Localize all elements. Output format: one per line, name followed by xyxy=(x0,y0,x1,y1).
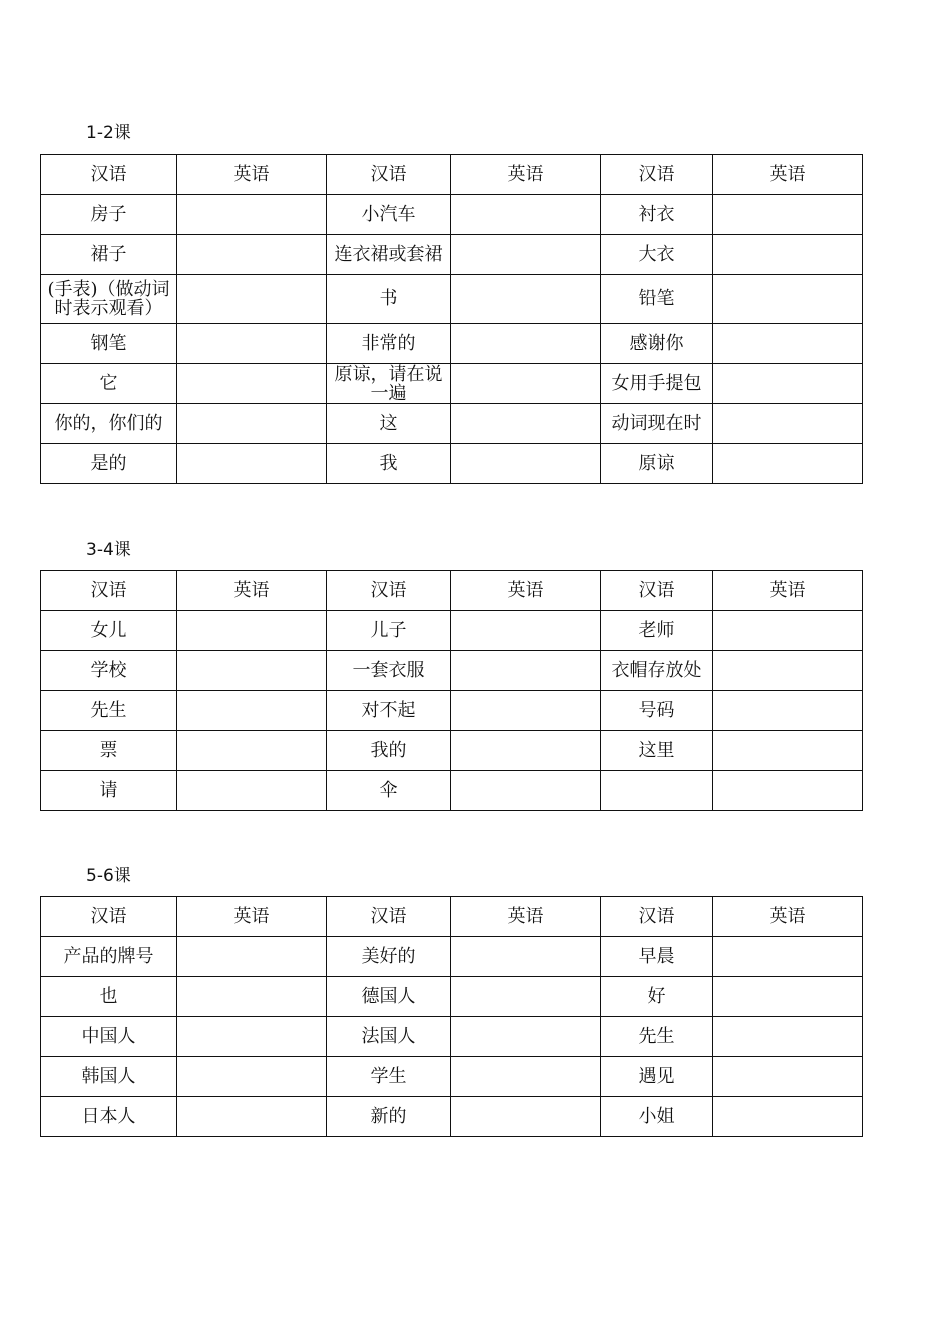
chinese-word-text: (手表)（做动词时表示观看） xyxy=(47,279,170,319)
chinese-word: 票 xyxy=(41,731,177,771)
table-row xyxy=(41,364,863,404)
english-answer-cell[interactable] xyxy=(177,404,327,444)
english-answer-cell[interactable] xyxy=(713,691,863,731)
table-row xyxy=(41,404,863,444)
english-answer-cell[interactable] xyxy=(713,651,863,691)
chinese-word: 先生 xyxy=(601,1017,713,1057)
english-answer-cell[interactable] xyxy=(451,611,601,651)
chinese-word: 请 xyxy=(41,771,177,811)
english-answer-cell[interactable] xyxy=(713,1097,863,1137)
table-header-row xyxy=(41,897,863,937)
chinese-word: 钢笔 xyxy=(41,324,177,364)
chinese-word: 小姐 xyxy=(601,1097,713,1137)
header-chinese: 汉语 xyxy=(327,571,451,611)
header-chinese: 汉语 xyxy=(41,155,177,195)
table-row xyxy=(41,1057,863,1097)
english-answer-cell[interactable] xyxy=(177,324,327,364)
chinese-word: 书 xyxy=(327,275,451,324)
header-chinese: 汉语 xyxy=(327,897,451,937)
english-answer-cell[interactable] xyxy=(451,1057,601,1097)
table-row xyxy=(41,731,863,771)
english-answer-cell[interactable] xyxy=(713,977,863,1017)
table-row xyxy=(41,611,863,651)
chinese-word: 新的 xyxy=(327,1097,451,1137)
chinese-word: 学生 xyxy=(327,1057,451,1097)
header-chinese: 汉语 xyxy=(41,897,177,937)
chinese-word: 也 xyxy=(41,977,177,1017)
vocab-table-5-6 xyxy=(40,896,863,1137)
chinese-word: 是的 xyxy=(41,444,177,484)
header-english: 英语 xyxy=(713,897,863,937)
chinese-word: 女儿 xyxy=(41,611,177,651)
chinese-word: 一套衣服 xyxy=(327,651,451,691)
chinese-word: 衣帽存放处 xyxy=(601,651,713,691)
table-row xyxy=(41,444,863,484)
english-answer-cell[interactable] xyxy=(713,771,863,811)
english-answer-cell[interactable] xyxy=(451,691,601,731)
chinese-word: 韩国人 xyxy=(41,1057,177,1097)
header-english: 英语 xyxy=(451,155,601,195)
chinese-word: 它 xyxy=(41,364,177,404)
header-chinese: 汉语 xyxy=(327,155,451,195)
english-answer-cell[interactable] xyxy=(177,651,327,691)
chinese-word: 德国人 xyxy=(327,977,451,1017)
english-answer-cell[interactable] xyxy=(451,977,601,1017)
english-answer-cell[interactable] xyxy=(451,364,601,404)
english-answer-cell[interactable] xyxy=(451,235,601,275)
chinese-word: 对不起 xyxy=(327,691,451,731)
chinese-word: 这里 xyxy=(601,731,713,771)
english-answer-cell[interactable] xyxy=(713,731,863,771)
english-answer-cell[interactable] xyxy=(177,195,327,235)
chinese-word: 早晨 xyxy=(601,937,713,977)
header-chinese: 汉语 xyxy=(601,155,713,195)
chinese-word-text: 原谅，请在说一遍 xyxy=(334,363,443,404)
section-title-1-2: 1-2课 xyxy=(86,123,131,143)
english-answer-cell[interactable] xyxy=(451,275,601,324)
chinese-word: 原谅 xyxy=(601,444,713,484)
table-row xyxy=(41,977,863,1017)
english-answer-cell[interactable] xyxy=(713,324,863,364)
chinese-word xyxy=(41,275,177,324)
chinese-word xyxy=(601,771,713,811)
chinese-word: 小汽车 xyxy=(327,195,451,235)
chinese-word: 日本人 xyxy=(41,1097,177,1137)
chinese-word: 好 xyxy=(601,977,713,1017)
english-answer-cell[interactable] xyxy=(177,364,327,404)
chinese-word: 大衣 xyxy=(601,235,713,275)
header-chinese: 汉语 xyxy=(41,571,177,611)
table-row xyxy=(41,1017,863,1057)
chinese-word: 我 xyxy=(327,444,451,484)
english-answer-cell[interactable] xyxy=(451,195,601,235)
table-row xyxy=(41,937,863,977)
chinese-word: 动词现在时 xyxy=(601,404,713,444)
english-answer-cell[interactable] xyxy=(713,275,863,324)
header-english: 英语 xyxy=(713,571,863,611)
english-answer-cell[interactable] xyxy=(713,611,863,651)
chinese-word: 老师 xyxy=(601,611,713,651)
english-answer-cell[interactable] xyxy=(451,1097,601,1137)
english-answer-cell[interactable] xyxy=(177,977,327,1017)
table-row xyxy=(41,275,863,324)
header-english: 英语 xyxy=(451,571,601,611)
chinese-word: 衬衣 xyxy=(601,195,713,235)
english-answer-cell[interactable] xyxy=(451,937,601,977)
table-header-row xyxy=(41,571,863,611)
chinese-word: 房子 xyxy=(41,195,177,235)
chinese-word: 遇见 xyxy=(601,1057,713,1097)
english-answer-cell[interactable] xyxy=(177,1017,327,1057)
english-answer-cell[interactable] xyxy=(177,731,327,771)
chinese-word: 中国人 xyxy=(41,1017,177,1057)
header-english: 英语 xyxy=(177,897,327,937)
header-chinese: 汉语 xyxy=(601,897,713,937)
chinese-word: 学校 xyxy=(41,651,177,691)
english-answer-cell[interactable] xyxy=(451,1017,601,1057)
header-english: 英语 xyxy=(177,155,327,195)
english-answer-cell[interactable] xyxy=(451,771,601,811)
table-row xyxy=(41,235,863,275)
english-answer-cell[interactable] xyxy=(177,691,327,731)
table-row xyxy=(41,651,863,691)
table-row xyxy=(41,195,863,235)
english-answer-cell[interactable] xyxy=(713,937,863,977)
english-answer-cell[interactable] xyxy=(451,731,601,771)
chinese-word: 法国人 xyxy=(327,1017,451,1057)
english-answer-cell[interactable] xyxy=(177,937,327,977)
header-english: 英语 xyxy=(177,571,327,611)
chinese-word: 你的，你们的 xyxy=(41,404,177,444)
vocab-table-1-2 xyxy=(40,154,863,484)
table-row xyxy=(41,1097,863,1137)
english-answer-cell[interactable] xyxy=(713,404,863,444)
english-answer-cell[interactable] xyxy=(713,1057,863,1097)
table-row xyxy=(41,771,863,811)
english-answer-cell[interactable] xyxy=(177,1057,327,1097)
table-header-row xyxy=(41,155,863,195)
english-answer-cell[interactable] xyxy=(451,404,601,444)
chinese-word: 美好的 xyxy=(327,937,451,977)
chinese-word: 先生 xyxy=(41,691,177,731)
vocab-table-3-4 xyxy=(40,570,863,811)
english-answer-cell[interactable] xyxy=(713,444,863,484)
chinese-word: 裙子 xyxy=(41,235,177,275)
english-answer-cell[interactable] xyxy=(451,651,601,691)
header-english: 英语 xyxy=(713,155,863,195)
english-answer-cell[interactable] xyxy=(177,1097,327,1137)
chinese-word: 产品的牌号 xyxy=(41,937,177,977)
table-row xyxy=(41,691,863,731)
english-answer-cell[interactable] xyxy=(713,195,863,235)
chinese-word: 感谢你 xyxy=(601,324,713,364)
english-answer-cell[interactable] xyxy=(177,235,327,275)
english-answer-cell[interactable] xyxy=(177,444,327,484)
english-answer-cell[interactable] xyxy=(177,611,327,651)
chinese-word: 我的 xyxy=(327,731,451,771)
english-answer-cell[interactable] xyxy=(713,364,863,404)
english-answer-cell[interactable] xyxy=(451,444,601,484)
section-title-5-6: 5-6课 xyxy=(86,866,131,886)
chinese-word: 儿子 xyxy=(327,611,451,651)
chinese-word: 女用手提包 xyxy=(601,364,713,404)
english-answer-cell[interactable] xyxy=(177,275,327,324)
chinese-word: 连衣裙或套裙 xyxy=(327,235,451,275)
chinese-word: 非常的 xyxy=(327,324,451,364)
english-answer-cell[interactable] xyxy=(451,324,601,364)
chinese-word: 伞 xyxy=(327,771,451,811)
section-title-3-4: 3-4课 xyxy=(86,540,131,560)
chinese-word: 这 xyxy=(327,404,451,444)
chinese-word: 铅笔 xyxy=(601,275,713,324)
table-row xyxy=(41,324,863,364)
english-answer-cell[interactable] xyxy=(713,235,863,275)
english-answer-cell[interactable] xyxy=(177,771,327,811)
header-english: 英语 xyxy=(451,897,601,937)
english-answer-cell[interactable] xyxy=(713,1017,863,1057)
chinese-word: 号码 xyxy=(601,691,713,731)
chinese-word xyxy=(327,364,451,404)
header-chinese: 汉语 xyxy=(601,571,713,611)
